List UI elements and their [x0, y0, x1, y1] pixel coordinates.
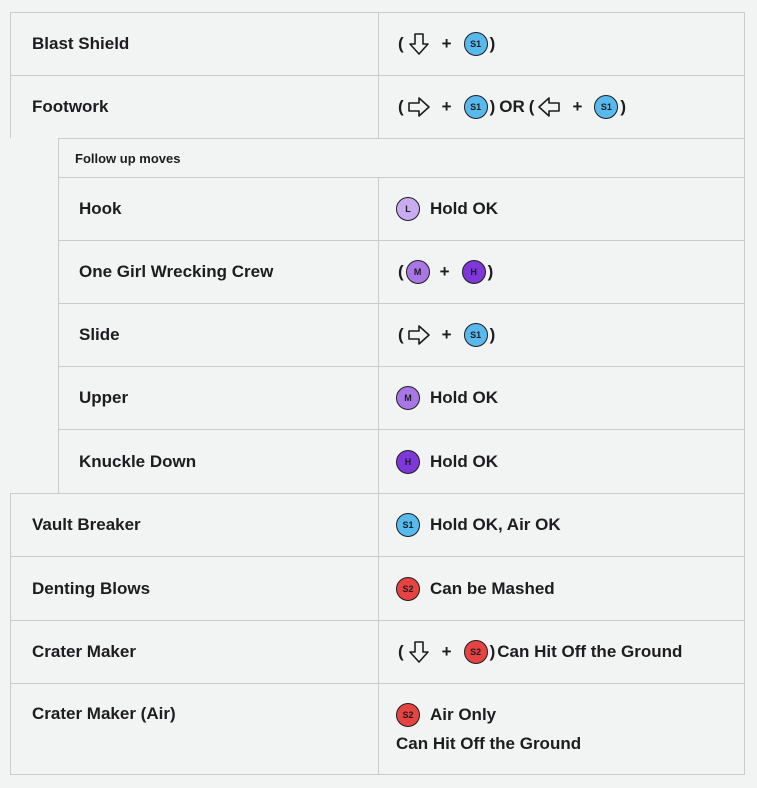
s2-button-icon: S2 [396, 703, 420, 727]
column-divider [378, 621, 379, 683]
move-command [396, 304, 497, 366]
move-list-table [10, 12, 745, 775]
plus-sign: + [441, 325, 452, 344]
column-divider [378, 178, 379, 240]
close-paren: ) [489, 34, 496, 53]
command-note: Hold OK, Air OK [430, 515, 561, 534]
move-name: One Girl Wrecking Crew [79, 262, 274, 281]
column-divider [378, 367, 379, 429]
open-paren: ( [398, 262, 404, 281]
table-row [10, 683, 745, 775]
move-name: Footwork [32, 97, 109, 116]
column-divider [378, 304, 379, 366]
move-name: Upper [79, 388, 129, 407]
table-row [10, 620, 745, 683]
down-arrow-icon [406, 31, 432, 57]
right-arrow-icon [406, 94, 432, 120]
table-row [58, 429, 745, 493]
h-button-icon: H [396, 450, 420, 474]
plus-sign: + [441, 642, 452, 661]
h-button-icon: H [462, 260, 486, 284]
move-command [396, 367, 498, 429]
table-row [58, 303, 745, 366]
open-paren: ( [528, 97, 535, 116]
s2-button-icon: S2 [464, 640, 488, 664]
m-button-icon: M [406, 260, 430, 284]
table-row [10, 12, 745, 75]
move-command [396, 430, 498, 493]
command-note: Hold OK [430, 199, 498, 218]
move-command [396, 241, 495, 303]
move-name: Vault Breaker [32, 515, 141, 534]
s1-button-icon: S1 [464, 323, 488, 347]
command-note: Can be Mashed [430, 578, 555, 598]
down-arrow-icon [406, 639, 432, 665]
or-label: OR [499, 97, 525, 116]
m-button-icon: M [396, 386, 420, 410]
move-command [396, 494, 561, 556]
move-command [396, 684, 581, 774]
column-divider [378, 241, 379, 303]
move-command [396, 76, 628, 138]
move-command [396, 13, 497, 75]
column-divider [378, 76, 379, 138]
command-note: Hold OK [430, 388, 498, 407]
move-name: Slide [79, 325, 120, 344]
move-name: Denting Blows [32, 578, 151, 598]
move-name: Blast Shield [32, 34, 130, 53]
table-row [10, 493, 745, 556]
table-row [10, 556, 745, 620]
left-arrow-icon [536, 94, 562, 120]
move-name: Crater Maker (Air) [32, 704, 176, 723]
move-command [396, 557, 555, 620]
right-arrow-icon [406, 322, 432, 348]
move-name: Crater Maker [32, 642, 136, 661]
s1-button-icon: S1 [464, 32, 488, 56]
s1-button-icon: S1 [396, 513, 420, 537]
table-row [58, 366, 745, 429]
l-button-icon: L [396, 197, 420, 221]
plus-sign: + [572, 97, 583, 116]
open-paren: ( [398, 325, 404, 344]
move-command [396, 621, 682, 683]
plus-sign: + [441, 34, 452, 53]
table-row [10, 75, 745, 138]
close-paren: ) [489, 642, 496, 661]
open-paren: ( [398, 642, 404, 661]
table-row [58, 240, 745, 303]
plus-sign: + [441, 97, 452, 116]
follow-up-header-row [58, 138, 745, 177]
move-command [396, 178, 498, 240]
move-name: Knuckle Down [79, 451, 197, 471]
command-note: Can Hit Off the Ground [497, 642, 683, 661]
command-note: Air Only [430, 704, 497, 724]
column-divider [378, 430, 379, 493]
column-divider [378, 13, 379, 75]
s1-button-icon: S1 [464, 95, 488, 119]
move-name: Hook [79, 199, 122, 218]
close-paren: ) [489, 325, 496, 344]
column-divider [378, 494, 379, 556]
column-divider [378, 557, 379, 620]
command-note: Hold OK [430, 451, 498, 471]
plus-sign: + [439, 262, 450, 281]
s1-button-icon: S1 [594, 95, 618, 119]
column-divider [378, 684, 379, 774]
s2-button-icon: S2 [396, 577, 420, 601]
open-paren: ( [398, 34, 404, 53]
close-paren: ) [487, 262, 494, 281]
close-paren: ) [620, 97, 627, 116]
command-note: Can Hit Off the Ground [396, 733, 582, 753]
follow-up-header: Follow up moves [75, 150, 181, 166]
open-paren: ( [398, 97, 404, 116]
table-row [58, 177, 745, 240]
close-paren: ) [489, 97, 496, 116]
